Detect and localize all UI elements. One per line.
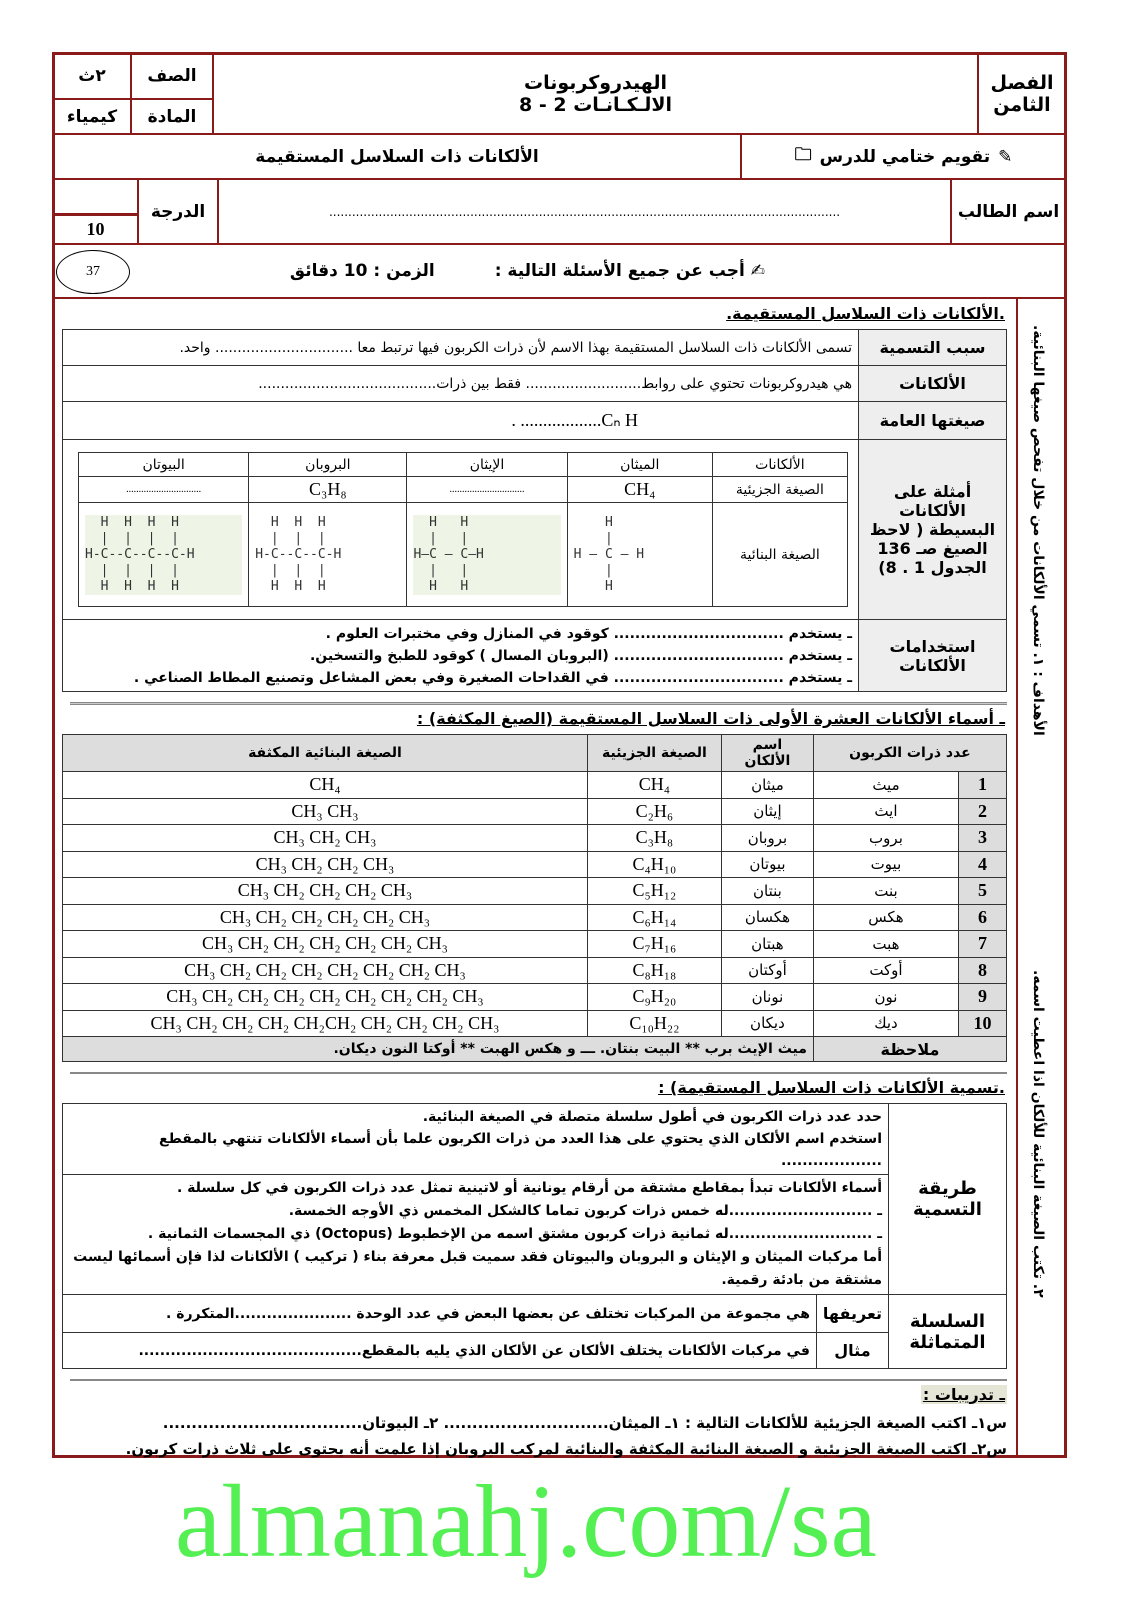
carbon-count: 2 [959, 798, 1007, 825]
exercises [62, 1410, 1007, 1462]
page-number: 37 [56, 250, 130, 294]
alkane-name: بنتان [721, 878, 813, 905]
propane-structure: H H H | | | H-C--C--C-H | | | H H H [255, 514, 342, 594]
prefix: بنت [813, 878, 958, 905]
instruction-row [52, 243, 1067, 299]
molecular-formula: C₆H₁₄ [587, 904, 721, 931]
homologous-series-label: السلسلة المتماثلة [889, 1295, 1007, 1369]
carbon-count: 4 [959, 851, 1007, 878]
molecular-formula: C₁₀H₂₂ [587, 1010, 721, 1037]
carbon-count: 6 [959, 904, 1007, 931]
exercises-title [62, 1385, 1007, 1404]
prefix: بروب [813, 825, 958, 852]
example-formula-blank[interactable]: .............................. [79, 477, 249, 503]
method-step: حدد عدد ذرات الكربون في أطول سلسلة متصلة في الصيغة البنائية. [422, 1109, 882, 1125]
alkane-name: بروبان [721, 825, 813, 852]
chapter-cell [977, 52, 1067, 135]
exercises-title-text: ـ تدريبات : [922, 1385, 1005, 1404]
pencil-icon: ✎ [998, 146, 1013, 167]
molecular-formula: C₈H₁₈ [587, 957, 721, 984]
table-row [63, 878, 1007, 905]
section2-title [62, 709, 1007, 728]
table-row [63, 772, 1007, 799]
alkanes-table [62, 734, 1007, 1062]
section3-title-text: .تسمية الألكانات ذات السلاسل المستقيمة) : [658, 1078, 1005, 1097]
example-formula-blank[interactable]: .............................. [407, 477, 567, 503]
molecular-formula: C₄H₁₀ [587, 851, 721, 878]
use-item[interactable]: ـ يستخدم ................................ كوقود في المنازل وفي مختبرات العلوم . [325, 625, 852, 642]
condensed-formula: CH₃ CH₂ CH₂ CH₂ CH₂ CH₂ CH₂ CH₃ [63, 957, 588, 984]
carbon-count: 5 [959, 878, 1007, 905]
alkane-name: أوكتان [721, 957, 813, 984]
lesson-number: الالـكـانـات 2 - 8 [518, 93, 673, 116]
carbon-count: 8 [959, 957, 1007, 984]
example-name: البروبان [249, 453, 407, 477]
alkane-name: بيوتان [721, 851, 813, 878]
assessment-cell [740, 133, 1067, 180]
prefix: بيوت [813, 851, 958, 878]
condensed-formula: CH₃ CH₂ CH₂ CH₃ [63, 851, 588, 878]
condensed-formula: CH₃ CH₂ CH₂ CH₂ CH₂ CH₃ [63, 904, 588, 931]
col-condensed-formula: الصيغة البنائية المكثفة [63, 735, 588, 772]
condensed-formula: CH₃ CH₂ CH₂ CH₂ CH₂ CH₂ CH₃ [63, 931, 588, 958]
chapter-label: الفصل [990, 71, 1054, 94]
examples-label: أمثلة على الألكانات البسيطة ( لاحظ الصيغ صـ 136 الجدول 1 . 8) [859, 440, 1007, 620]
molecular-formula: C₇H₁₆ [587, 931, 721, 958]
molecular-formula: C₉H₂₀ [587, 984, 721, 1011]
naming-reason-text[interactable]: تسمى الألكانات ذات السلاسل المستقيمة بهذا الاسم لأن ذرات الكربون فيها ترتبط معا ............................... واحد. [63, 330, 859, 366]
title-block [212, 52, 979, 135]
table-row [63, 957, 1007, 984]
divider [70, 702, 1007, 705]
time-limit: الزمن : 10 دقائق [289, 261, 435, 281]
alkane-name: ديكان [721, 1010, 813, 1037]
mol-formula-label: الصيغة الجزيئية [712, 477, 847, 503]
sidebar-divider [1016, 297, 1018, 1457]
carbon-count: 10 [959, 1010, 1007, 1037]
label-alkanes: الألكانات [859, 366, 1007, 402]
table-row [63, 931, 1007, 958]
method-step: أما مركبات الميثان و الإيثان و البروبان والبيوتان فقد سميت قبل معرفة بناء ( تركيب ) الألكانات لذا فإن أسمائها ليست مشتقة من بادئة رقمية. [73, 1249, 882, 1288]
section1-title [62, 304, 1007, 323]
table-row [63, 798, 1007, 825]
score-max: 10 [52, 214, 139, 245]
ethane-structure: H H | | H—C — C—H | | H H [413, 515, 560, 595]
student-name-label: اسم الطالب [950, 178, 1067, 245]
lesson-title: الألكانات ذات السلاسل المستقيمة [52, 133, 742, 180]
section1-title-text: .الألكانات ذات السلاسل المستقيمة. [726, 304, 1005, 323]
molecular-formula: CH₄ [587, 772, 721, 799]
example-formula: C₃H₈ [249, 477, 407, 503]
definitions-table [62, 329, 1007, 692]
subject-value: كيمياء [52, 98, 132, 135]
molecular-formula: C₅H₁₂ [587, 878, 721, 905]
prefix: ديك [813, 1010, 958, 1037]
folder-icon: 🗀 [794, 145, 812, 165]
prefix: أوكت [813, 957, 958, 984]
label-general-formula: صيغتها العامة [859, 402, 1007, 440]
alkane-name: إيثان [721, 798, 813, 825]
section2-title-text: ـ أسماء الألكانات العشرة الأولى ذات السلاسل المستقيمة (الصيغ المكثفة) : [416, 709, 1005, 728]
table-row [63, 984, 1007, 1011]
col-molecular-formula: الصيغة الجزيئية [587, 735, 721, 772]
condensed-formula: CH₃ CH₂ CH₂ CH₂ CH₂CH₂ CH₂ CH₂ CH₂ CH₃ [63, 1010, 588, 1037]
instruction: ✍ أجب عن جميع الأسئلة التالية : [494, 261, 765, 281]
condensed-formula: CH₃ CH₂ CH₂ CH₂ CH₂ CH₂ CH₂ CH₂ CH₃ [63, 984, 588, 1011]
table-row [63, 904, 1007, 931]
example-formula: CH₄ [567, 477, 712, 503]
question-2[interactable]: س٢ـ اكتب الصيغة الجزيئية و الصيغة البنائية المكثفة والبنائية لمركب البروبان إذا علمت أنه يحتوى على ثلاث ذرات كربون. [125, 1440, 1007, 1458]
score-label: الدرجة [137, 178, 219, 245]
worksheet-body [62, 300, 1007, 1462]
alkane-name: نونان [721, 984, 813, 1011]
uses-label: استخدامات الألكانات [859, 620, 1007, 692]
table-row [63, 825, 1007, 852]
student-name-field[interactable]: ...................................................................................................................................... [217, 178, 952, 245]
naming-table [62, 1103, 1007, 1369]
examples-header: الألكانات [712, 453, 847, 477]
condensed-formula: CH₄ [63, 772, 588, 799]
condensed-formula: CH₃ CH₂ CH₃ [63, 825, 588, 852]
subject-label: المادة [130, 98, 214, 135]
section3-title [62, 1078, 1007, 1097]
question-1[interactable]: س١ـ اكتب الصيغة الجزيئية للألكانات التالية : ١ـ الميثان............................. ٢ـ البيوتان................................... [162, 1414, 1007, 1432]
carbon-count: 9 [959, 984, 1007, 1011]
alkane-name: هبتان [721, 931, 813, 958]
watermark: almanahj.com/sa [175, 1464, 877, 1579]
carbon-count: 1 [959, 772, 1007, 799]
use-item[interactable]: ـ يستخدم ................................ في القداحات الصغيرة وفي بعض المشاعل وتصنيع المطاط الصناعي . [133, 669, 852, 686]
example-text[interactable]: في مركبات الألكانات يختلف الألكان عن الألكان الذي يليه بالمقطع.......................................... [63, 1333, 817, 1369]
methane-structure: H | H — C — H | H [573, 514, 645, 594]
col-alkane-name: اسم الألكان [721, 735, 813, 772]
score-box[interactable] [52, 178, 139, 215]
carbon-count: 7 [959, 931, 1007, 958]
definition-text[interactable]: هي مجموعة من المركبات تختلف عن بعضها البعض في عدد الوحدة ......................المتكررة . [63, 1295, 817, 1333]
prefix: ايث [813, 798, 958, 825]
example-label: مثال [816, 1333, 888, 1369]
goal-2: ٢. تكتب الصيغة البنائية للألكان اذا اعطيت اسمه. [1030, 970, 1046, 1298]
alkanes-definition[interactable]: هي هيدروكربونات تحتوي على روابط.......................... فقط بين ذرات........................................ [63, 366, 859, 402]
goal-1: الأهداف : ١. تسمي الألكانات من خلال تفحص صيغها البنائية. [1030, 325, 1046, 736]
col-carbon-count: عدد ذرات الكربون [813, 735, 1006, 772]
method-step[interactable]: ـ ...........................له ثمانية ذرات كربون مشتق اسمه من الإخطبوط (Octopus) ذي المجسمات الثمانية . [147, 1226, 882, 1242]
grade-value: ٢ث [52, 52, 132, 100]
alkane-name: ميثان [721, 772, 813, 799]
examples-table [78, 452, 848, 607]
unit-title: الهيدروكربونات [524, 71, 667, 94]
method-step[interactable]: ـ ...........................له خمس ذرات كربون تماما كالشكل المخمس ذي الأوجه الخمسة. [288, 1203, 882, 1219]
prefix: نون [813, 984, 958, 1011]
example-name: البيوتان [79, 453, 249, 477]
method-step: أسماء الألكانات تبدأ بمقاطع مشتقة من أرقام يونانية أو لاتينية تمثل عدد ذرات الكربون في كل سلسلة . [176, 1180, 882, 1196]
prefix: هكس [813, 904, 958, 931]
divider [70, 1379, 1007, 1381]
assessment-label: تقويم ختامي للدرس [819, 146, 991, 167]
condensed-formula: CH₃ CH₃ [63, 798, 588, 825]
struct-formula-label: الصيغة البنائية [712, 503, 847, 607]
alkane-name: هكسان [721, 904, 813, 931]
definition-label: تعريفها [816, 1295, 888, 1333]
note-label: ملاحظة [813, 1037, 1006, 1062]
carbon-count: 3 [959, 825, 1007, 852]
table-row [63, 1010, 1007, 1037]
condensed-formula: CH₃ CH₂ CH₂ CH₂ CH₃ [63, 878, 588, 905]
prefix: ميث [813, 772, 958, 799]
label-naming-reason: سبب التسمية [859, 330, 1007, 366]
method-step[interactable]: استخدم اسم الألكان الذي يحتوي على هذا العدد من ذرات الكربون علما بأن أسماء الألكانات تنتهي بالمقطع ................... [159, 1131, 882, 1169]
general-formula[interactable]: Cₙ H.................. . [63, 402, 859, 440]
instruction-text: أجب عن جميع الأسئلة التالية : [494, 261, 745, 281]
molecular-formula: C₃H₈ [587, 825, 721, 852]
example-name: الميثان [567, 453, 712, 477]
example-name: الإيثان [407, 453, 567, 477]
prefix: هبت [813, 931, 958, 958]
note-text: ميث الإيث برب ** البيت بنتان. ـــ و هكس الهبت ** أوكتا النون ديكان. [63, 1037, 814, 1062]
grade-label: الصف [130, 52, 214, 100]
naming-method-label: طريقة التسمية [889, 1104, 1007, 1295]
chapter-number: الثامن [993, 93, 1051, 116]
molecular-formula: C₂H₆ [587, 798, 721, 825]
table-row [63, 851, 1007, 878]
butane-structure: H H H H | | | | H-C--C--C--C-H | | | | H H H H [85, 515, 242, 595]
divider [70, 1072, 1007, 1074]
use-item[interactable]: ـ يستخدم ................................ (البروبان المسال ) كوقود للطبخ والتسخين. [309, 647, 852, 664]
